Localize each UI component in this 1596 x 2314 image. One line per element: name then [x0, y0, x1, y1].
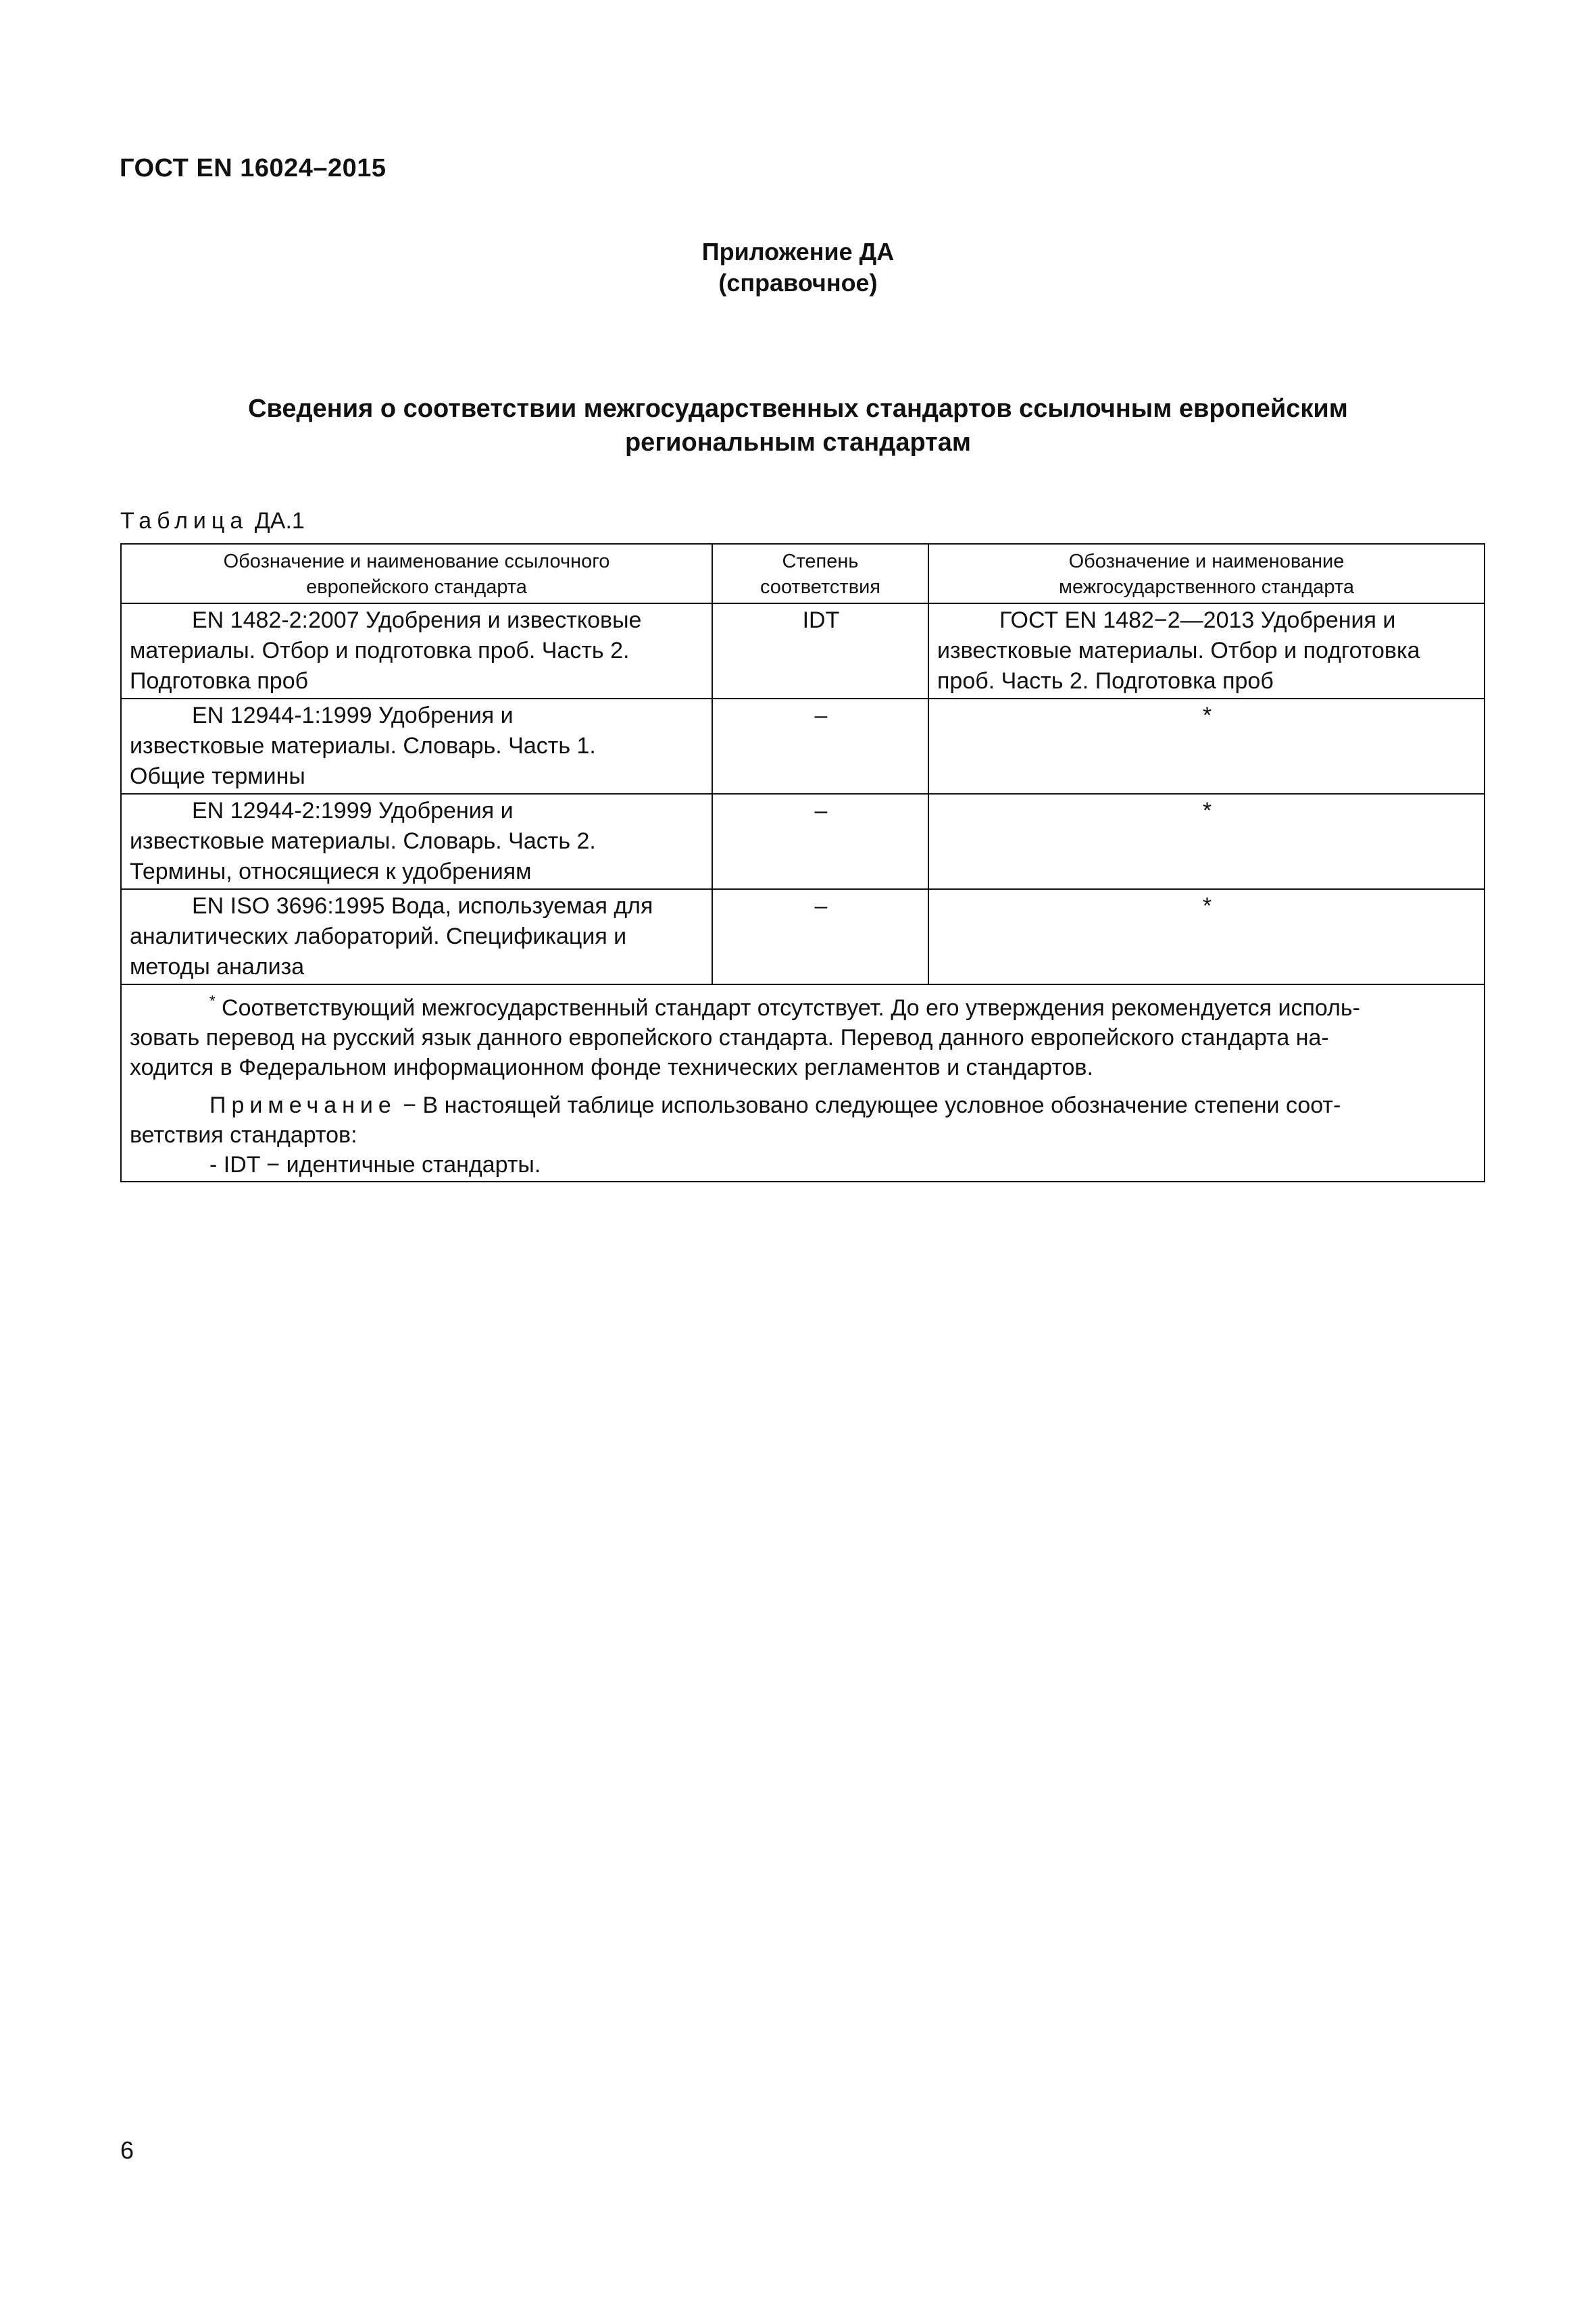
table-notes-cell: * Соответствующий межгосударственный стандарт отсутствует. До его утверждения рекомендуется исполь- зовать перевод на русский язык данного европейского стандарта. Перевод данного европейского стандарта на- ходится в Федеральном информационном фонде технических регламентов и стандартов. Примечание − В настоящей таблице использовано следующее условное обозначение степени соот- ветствия стандартов: - IDT − идентичные стандарты. [121, 984, 1485, 1182]
degree-cell: – [712, 794, 928, 889]
footnote: * Соответствующий межгосударственный стандарт отсутствует. До его утверждения рекомендуется исполь- [209, 992, 1360, 1021]
table-row [121, 889, 1485, 984]
table-row [121, 699, 1485, 794]
european-standard-cell: EN ISO 3696:1995 Вода, используемая для аналитических лабораторий. Спецификация и методы анализа [121, 889, 712, 984]
appendix-heading [0, 236, 1596, 299]
header-interstate-standard: Обозначение и наименование межгосударственного стандарта [928, 544, 1485, 603]
table-caption [120, 508, 305, 534]
appendix-label: Приложение ДА [701, 238, 895, 266]
interstate-standard-cell: ГОСТ EN 1482−2—2013 Удобрения и известковые материалы. Отбор и подготовка проб. Часть 2. Подготовка проб [928, 603, 1485, 699]
degree-cell: – [712, 889, 928, 984]
header-degree-of-correspondence: Степень соответствия [712, 544, 928, 603]
table-row [121, 794, 1485, 889]
appendix-title [176, 392, 1420, 459]
table-row [121, 603, 1485, 699]
table-note: Примечание − В настоящей таблице использовано следующее условное обозначение степени соот- [209, 1092, 1341, 1118]
degree-cell: IDT [712, 603, 928, 699]
european-standard-cell: EN 1482-2:2007 Удобрения и известковые материалы. Отбор и подготовка проб. Часть 2. Подготовка проб [121, 603, 712, 699]
header-european-standard: Обозначение и наименование ссылочного европейского стандарта [121, 544, 712, 603]
table-header-row [121, 544, 1485, 603]
appendix-title-line-1: Сведения о соответствии межгосударственных стандартов ссылочным европейским [248, 395, 1348, 423]
footnote-mark: * [209, 992, 216, 1009]
interstate-standard-cell: * [928, 794, 1485, 889]
appendix-status: (справочное) [718, 269, 878, 297]
page-number: 6 [120, 2136, 134, 2164]
standards-correspondence-table [120, 543, 1485, 1182]
table-caption-id: ДА.1 [254, 508, 305, 534]
european-standard-cell: EN 12944-2:1999 Удобрения и известковые материалы. Словарь. Часть 2. Термины, относящиеся к удобрениям [121, 794, 712, 889]
interstate-standard-cell: * [928, 699, 1485, 794]
table-notes-row [121, 984, 1485, 1182]
interstate-standard-cell: * [928, 889, 1485, 984]
table-caption-word: Таблица [120, 508, 249, 534]
european-standard-cell: EN 12944-1:1999 Удобрения и известковые материалы. Словарь. Часть 1. Общие термины [121, 699, 712, 794]
note-label: Примечание [209, 1092, 397, 1118]
appendix-title-line-2: региональным стандартам [624, 428, 972, 457]
document-header-standard-code: ГОСТ EN 16024–2015 [120, 154, 386, 182]
degree-cell: – [712, 699, 928, 794]
